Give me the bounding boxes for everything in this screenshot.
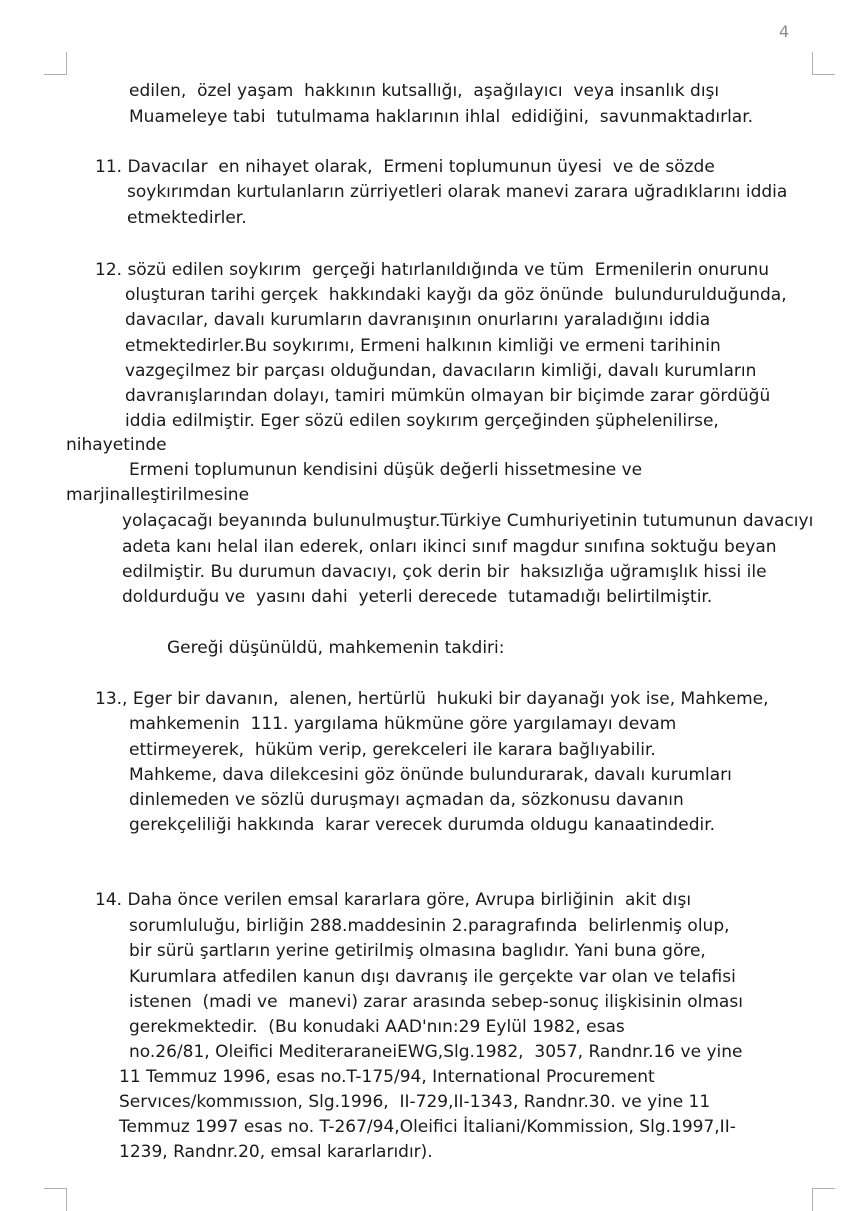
page-number: 4 (779, 22, 790, 41)
text-line: 1239, Randnr.20, emsal kararlarıdır). (119, 1142, 433, 1162)
text-line: gerekçeliliği hakkında karar verecek durumda oldugu kanaatindedir. (129, 815, 716, 835)
text-line: gerekmektedir. (Bu konudaki AAD'nın:29 Eylül 1982, esas (129, 1017, 625, 1037)
text-line: ettirmeyerek, hüküm verip, gerekceleri ile karara bağlıyabilir. (129, 740, 656, 760)
paragraph-11-start: 11. Davacılar en nihayet olarak, Ermeni toplumunun üyesi ve de sözde (95, 157, 715, 177)
paragraph-12-start: 12. sözü edilen soykırım gerçeği hatırlanıldığında ve tüm Ermenilerin onurunu (95, 260, 770, 280)
text-line: Muameleye tabi tutulmama haklarının ihlal edidiğini, savunmaktadırlar. (129, 107, 754, 127)
text-line: sorumluluğu, birliğin 288.maddesinin 2.paragrafında belirlenmiş olup, (129, 916, 730, 936)
text-line: edilen, özel yaşam hakkının kutsallığı, aşağılayıcı veya insanlık dışı (129, 81, 720, 101)
text-line: etmektedirler.Bu soykırımı, Ermeni halkının kimliği ve ermeni tarihinin (125, 336, 721, 356)
text-line: Kurumlara atfedilen kanun dışı davranış ile gerçekte var olan ve telafisi (129, 967, 736, 987)
text-line: iddia edilmiştir. Eger sözü edilen soykırım gerçeğinden şüphelenilirse, (125, 411, 719, 431)
text-line: edilmiştir. Bu durumun davacıyı, çok derin bir haksızlığa uğramışlık hissi ile (122, 562, 767, 582)
paragraph-13-start: 13., Eger bir davanın, alenen, hertürlü hukuki bir dayanağı yok ise, Mahkeme, (95, 689, 769, 709)
text-line: istenen (madi ve manevi) zarar arasında sebep-sonuç ilişkisinin olması (129, 992, 743, 1012)
text-line: Servıces/kommıssıon, Slg.1996, II-729,II-1343, Randnr.30. ve yine 11 (119, 1092, 711, 1112)
crop-mark-top-left (44, 52, 67, 75)
text-line: 11 Temmuz 1996, esas no.T-175/94, International Procurement (119, 1067, 655, 1087)
text-line: bir sürü şartların yerine getirilmiş olmasına baglıdır. Yani buna göre, (129, 941, 706, 961)
text-line: Mahkeme, dava dilekcesini göz önünde bulundurarak, davalı kurumları (129, 765, 732, 785)
text-line: Ermeni toplumunun kendisini düşük değerli hissetmesine ve (129, 460, 643, 480)
text-line: mahkemenin 111. yargılama hükmüne göre yargılamayı devam (129, 714, 677, 734)
text-line: dinlemeden ve sözlü duruşmayı açmadan da, sözkonusu davanın (129, 790, 684, 810)
section-heading: Gereği düşünüldü, mahkemenin takdiri: (167, 638, 505, 658)
text-line: no.26/81, Oleifici MediteraraneiEWG,Slg.1982, 3057, Randnr.16 ve yine (129, 1042, 743, 1062)
text-line: Temmuz 1997 esas no. T-267/94,Oleifici İtaliani/Kommission, Slg.1997,II- (119, 1117, 736, 1137)
text-line: nihayetinde (66, 435, 167, 455)
text-line: davranışlarından dolayı, tamiri mümkün olmayan bir biçimde zarar gördüğü (125, 386, 771, 406)
text-line: doldurduğu ve yasını dahi yeterli derecede tutamadığı belirtilmiştir. (122, 587, 713, 607)
text-line: yolaçacağı beyanında bulunulmuştur.Türkiye Cumhuriyetinin tutumunun davacıyı (122, 511, 814, 531)
text-line: vazgeçilmez bir parçası olduğundan, davacıların kimliği, davalı kurumların (125, 361, 757, 381)
text-line: marjinalleştirilmesine (66, 485, 250, 505)
text-line: soykırımdan kurtulanların zürriyetleri olarak manevi zarara uğradıklarını iddia (127, 182, 788, 202)
paragraph-14-start: 14. Daha önce verilen emsal kararlara göre, Avrupa birliğinin akit dışı (95, 890, 692, 910)
crop-mark-top-right (812, 52, 835, 75)
text-line: davacılar, davalı kurumların davranışının onurlarını yaraladığını iddia (125, 310, 711, 330)
text-line: adeta kanı helal ilan ederek, onları ikinci sınıf magdur sınıfına soktuğu beyan (122, 537, 777, 557)
text-line: etmektedirler. (127, 208, 247, 228)
text-line: oluşturan tarihi gerçek hakkındaki kayğı da göz önünde bulundurulduğunda, (125, 285, 787, 305)
